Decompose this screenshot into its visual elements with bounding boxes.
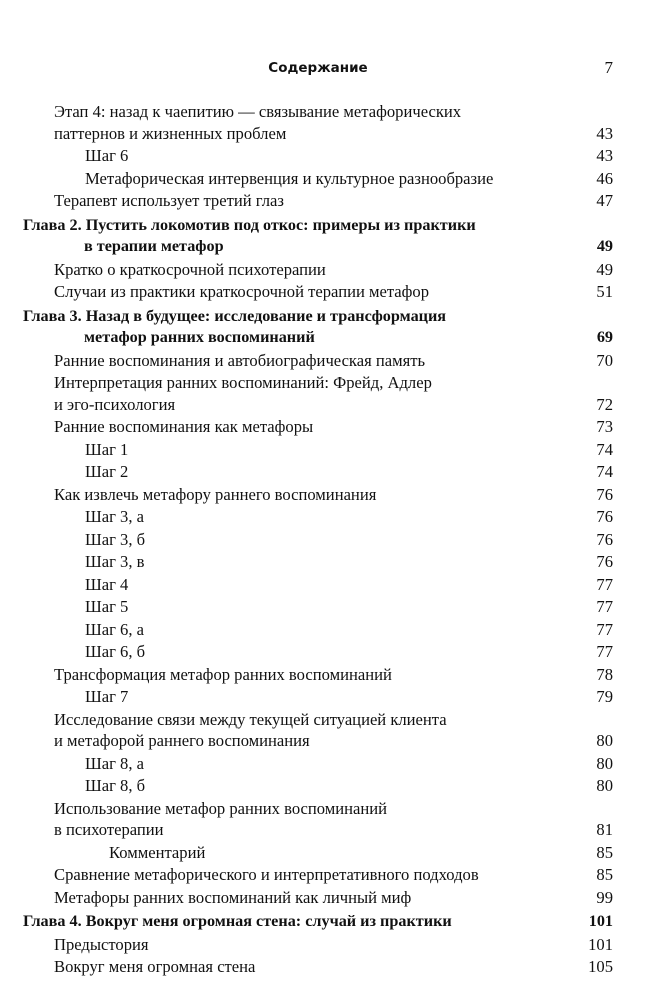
toc-entry-title: Исследование связи между текущей ситуацией клиента и метафорой раннего воспоминания xyxy=(54,709,447,750)
toc-entry-title: Использование метафор ранних воспоминаний в психотерапии xyxy=(54,798,388,839)
toc-entry-title: Шаг 8, б xyxy=(85,776,146,795)
toc-entry-title: Шаг 2 xyxy=(85,462,129,481)
toc-entry-title: Ранние воспоминания как метафоры xyxy=(54,417,314,436)
toc-entry-page: 73 xyxy=(596,417,613,436)
toc-entry xyxy=(23,350,613,372)
toc-entry xyxy=(23,529,613,551)
toc-entry-page: 74 xyxy=(596,439,613,459)
running-title: Содержание xyxy=(268,60,368,76)
toc-chapter xyxy=(23,306,613,349)
toc-entry-title: Метафоры ранних воспоминаний как личный миф xyxy=(54,887,412,907)
toc-entry-title: Случаи из практики краткосрочной терапии метафор xyxy=(54,282,430,301)
toc-entry-page: 80 xyxy=(596,776,613,795)
toc-entry-page: 78 xyxy=(596,664,613,684)
toc-entry-title: Как извлечь метафору раннего воспоминания xyxy=(54,484,377,504)
toc-entry xyxy=(23,887,613,909)
toc-entry-page: 85 xyxy=(596,842,613,862)
toc-entry xyxy=(23,461,613,483)
toc-entry-title: Метафорическая интервенция и культурное разнообразие xyxy=(85,168,494,188)
toc-entry-title: Терапевт использует третий глаз xyxy=(54,191,284,210)
toc-entry xyxy=(23,709,613,752)
toc-entry-page: 79 xyxy=(596,687,613,706)
toc-entry xyxy=(23,842,613,864)
toc-entry-page: 49 xyxy=(596,237,613,255)
toc-entry-page: 81 xyxy=(596,820,613,839)
toc-entry-page: 76 xyxy=(596,552,613,571)
toc-entry-title: Шаг 3, в xyxy=(85,552,145,571)
toc-entry-page: 85 xyxy=(596,865,613,884)
toc-entry-title: Шаг 3, а xyxy=(85,507,145,526)
toc-entry xyxy=(23,619,613,641)
toc-entry xyxy=(23,372,613,415)
toc-entry-title: Шаг 6, а xyxy=(85,619,145,639)
toc-entry xyxy=(23,798,613,841)
toc-entry-page: 77 xyxy=(596,597,613,616)
page-number: 7 xyxy=(604,58,613,77)
toc-entry xyxy=(23,686,613,708)
toc-entry-page: 77 xyxy=(596,619,613,639)
toc-entry-page: 70 xyxy=(596,350,613,370)
toc-entry-page: 47 xyxy=(596,191,613,210)
toc-entry xyxy=(23,281,613,303)
toc-entry-page: 69 xyxy=(596,328,613,346)
toc-entry xyxy=(23,596,613,618)
toc-entry-title: Шаг 6, б xyxy=(85,642,146,661)
toc-entry-page: 80 xyxy=(596,731,613,750)
toc-entry-page: 76 xyxy=(596,529,613,549)
toc-entry xyxy=(23,145,613,167)
toc-entry-title: Этап 4: назад к чаепитию — связывание метафорических паттернов и жизненных проблем xyxy=(54,102,462,143)
toc-entry-page: 77 xyxy=(596,574,613,594)
toc-entry-page: 43 xyxy=(596,123,613,143)
toc-entry xyxy=(23,439,613,461)
toc-chapter xyxy=(23,911,613,933)
toc-entry-title: Сравнение метафорического и интерпретативного подходов xyxy=(54,865,479,884)
toc-entry-title: Шаг 6 xyxy=(85,146,129,165)
toc-entry xyxy=(23,574,613,596)
toc-entry-page: 101 xyxy=(588,934,613,954)
toc-entry-title: Шаг 3, б xyxy=(85,529,146,549)
toc-entry xyxy=(23,506,613,528)
toc-entry-title: Глава 4. Вокруг меня огромная стена: случай из практики xyxy=(23,912,452,930)
toc-entry-page: 74 xyxy=(596,462,613,481)
toc-entry-page: 99 xyxy=(596,887,613,907)
toc-entry-page: 76 xyxy=(596,484,613,504)
toc-entry-page: 101 xyxy=(588,912,613,930)
toc-entry xyxy=(23,259,613,281)
toc-entry xyxy=(23,484,613,506)
toc-entry-page: 76 xyxy=(596,507,613,526)
table-of-contents xyxy=(23,100,613,978)
toc-entry-title: Комментарий xyxy=(109,842,206,862)
toc-chapter xyxy=(23,215,613,258)
toc-entry-title: Ранние воспоминания и автобиографическая память xyxy=(54,350,426,370)
toc-entry xyxy=(23,664,613,686)
toc-entry xyxy=(23,934,613,956)
toc-entry xyxy=(23,956,613,978)
toc-entry-title: Предыстория xyxy=(54,934,149,954)
toc-entry-page: 77 xyxy=(596,642,613,661)
toc-entry xyxy=(23,168,613,190)
toc-entry xyxy=(23,864,613,886)
toc-entry-title: Шаг 5 xyxy=(85,597,129,616)
toc-entry-page: 105 xyxy=(588,957,613,976)
toc-entry-page: 80 xyxy=(596,753,613,773)
toc-entry-title: Трансформация метафор ранних воспоминаний xyxy=(54,664,392,684)
toc-entry-title: Интерпретация ранних воспоминаний: Фрейд, Адлер и эго-психология xyxy=(54,373,432,414)
toc-entry-page: 46 xyxy=(596,168,613,188)
toc-entry xyxy=(23,190,613,212)
toc-entry xyxy=(23,641,613,663)
toc-entry-title: Шаг 4 xyxy=(85,574,129,594)
toc-entry xyxy=(23,551,613,573)
toc-entry-title: Глава 3. Назад в будущее: исследование и трансформация метафор ранних воспоминаний xyxy=(23,306,447,346)
toc-entry xyxy=(23,775,613,797)
toc-entry-title: Кратко о краткосрочной психотерапии xyxy=(54,259,326,279)
toc-entry-title: Шаг 8, а xyxy=(85,753,145,773)
toc-entry xyxy=(23,416,613,438)
toc-entry-page: 49 xyxy=(596,259,613,279)
toc-entry xyxy=(23,753,613,775)
page-header xyxy=(23,58,613,80)
toc-entry-title: Шаг 7 xyxy=(85,687,129,706)
toc-entry-page: 51 xyxy=(596,282,613,301)
toc-entry-title: Шаг 1 xyxy=(85,439,129,459)
toc-entry xyxy=(23,101,613,144)
toc-entry-page: 43 xyxy=(596,146,613,165)
toc-entry-title: Вокруг меня огромная стена xyxy=(54,957,256,976)
toc-entry-page: 72 xyxy=(596,394,613,414)
toc-entry-title: Глава 2. Пустить локомотив под откос: примеры из практики в терапии метафор xyxy=(23,215,476,255)
